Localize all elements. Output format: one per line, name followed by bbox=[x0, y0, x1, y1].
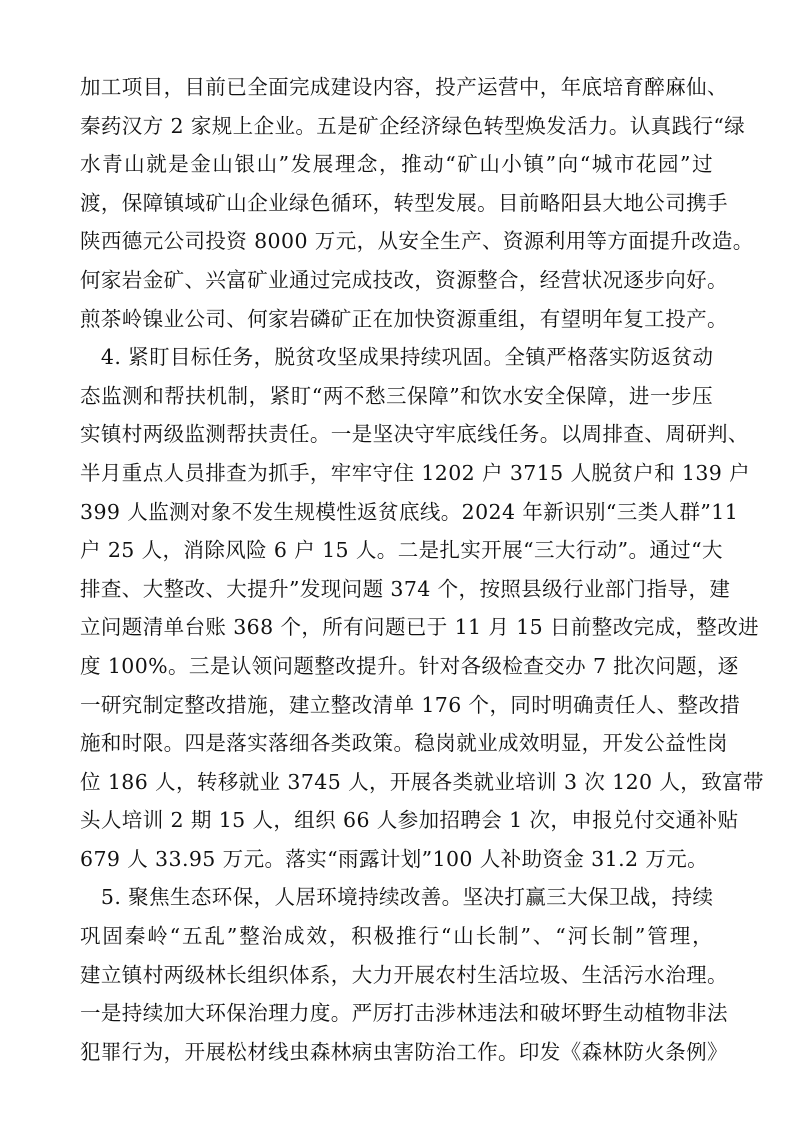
text-line: 度 100%。三是认领问题整改提升。针对各级检查交办 7 批次问题，逐 bbox=[80, 653, 739, 678]
text-line: 一是持续加大环保治理力度。严厉打击涉林违法和破坏野生动植物非法 bbox=[80, 1001, 728, 1026]
text-line: 施和时限。四是落实落细各类政策。稳岗就业成效明显，开发公益性岗 bbox=[80, 731, 728, 756]
text-line: 陕西德元公司投资 8000 万元，从安全生产、资源利用等方面提升改造。 bbox=[80, 229, 754, 254]
text-line: 加工项目，目前已全面完成建设内容，投产运营中，年底培育醉麻仙、 bbox=[80, 75, 728, 99]
text-line: 建立镇村两级林长组织体系，大力开展农村生活垃圾、生活污水治理。 bbox=[80, 962, 728, 987]
text-line: 实镇村两级监测帮扶责任。一是坚决守牢底线任务。以周排查、周研判、 bbox=[80, 422, 749, 447]
text-line: 头人培训 2 期 15 人，组织 66 人参加招聘会 1 次，申报兑付交通补贴 bbox=[80, 808, 739, 833]
text-line: 煎茶岭镍业公司、何家岩磷矿正在加快资源重组，有望明年复工投产。 bbox=[80, 306, 728, 331]
text-line: 排查、大整改、大提升”发现问题 374 个，按照县级行业部门指导，建 bbox=[80, 576, 731, 601]
text-line: 位 186 人，转移就业 3745 人，开展各类就业培训 3 次 120 人，致富带 bbox=[80, 769, 764, 794]
text-line: 水青山就是金山银山”发展理念，推动“矿山小镇”向“城市花园”过 bbox=[80, 152, 713, 177]
text-line: 渡，保障镇域矿山企业绿色循环，转型发展。目前略阳县大地公司携手 bbox=[80, 190, 728, 215]
text-line: 户 25 人，消除风险 6 户 15 人。二是扎实开展“三大行动”。通过“大 bbox=[80, 538, 723, 563]
text-line: 立问题清单台账 368 个，所有问题已于 11 月 15 日前整改完成，整改进 bbox=[80, 615, 759, 640]
text-line: 679 人 33.95 万元。落实“雨露计划”100 人补助资金 31.2 万元。 bbox=[80, 846, 709, 871]
text-line: 犯罪行为，开展松材线虫森林病虫害防治工作。印发《森林防火条例》 bbox=[80, 1039, 728, 1064]
text-line: 4. 紧盯目标任务，脱贫攻坚成果持续巩固。全镇严格落实防返贫动 bbox=[80, 345, 714, 370]
text-line: 态监测和帮扶机制，紧盯“两不愁三保障”和饮水安全保障，进一步压 bbox=[80, 383, 713, 408]
text-line: 5. 聚焦生态环保，人居环境持续改善。坚决打赢三大保卫战，持续 bbox=[80, 885, 714, 910]
body-text bbox=[80, 68, 764, 1071]
text-line: 秦药汉方 2 家规上企业。五是矿企经济绿色转型焕发活力。认真践行“绿 bbox=[80, 113, 746, 138]
text-line: 何家岩金矿、兴富矿业通过完成技改，资源整合，经营状况逐步向好。 bbox=[80, 267, 728, 292]
text-line: 巩固秦岭“五乱”整治成效，积极推行“山长制”、“河长制”管理， bbox=[80, 924, 713, 949]
text-line: 半月重点人员排查为抓手，牢牢守住 1202 户 3715 人脱贫户和 139 户 bbox=[80, 460, 751, 485]
text-line: 399 人监测对象不发生规模性返贫底线。2024 年新识别“三类人群”11 bbox=[80, 499, 739, 524]
text-line: 一研究制定整改措施，建立整改清单 176 个，同时明确责任人、整改措 bbox=[80, 692, 741, 717]
